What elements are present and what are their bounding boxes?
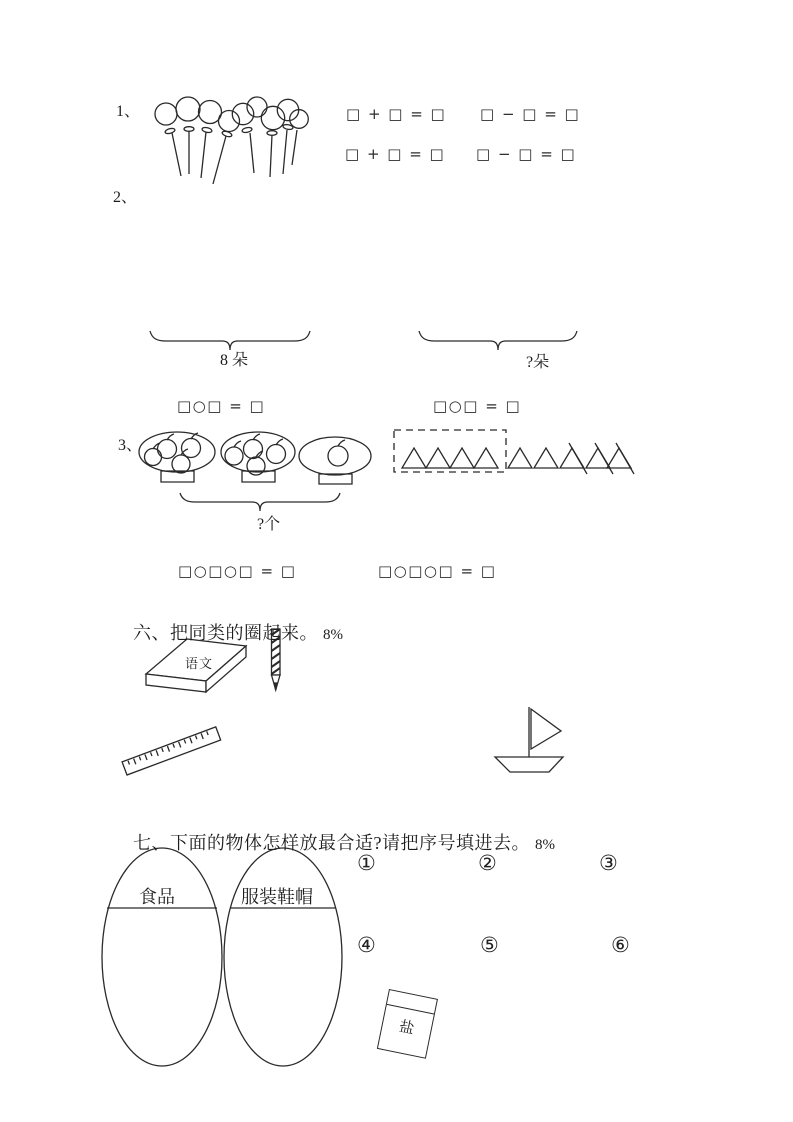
- problem3-number: 3、: [118, 437, 143, 454]
- ruler-illustration: [122, 727, 221, 775]
- underbrace-right: [419, 331, 577, 350]
- section6-heading-text: 六、把同类的圈起来。: [133, 622, 318, 643]
- section7-heading-text: 七、下面的物体怎样放最合适?请把序号填进去。: [133, 832, 530, 853]
- sailboat-illustration: [495, 707, 563, 772]
- problem3-equation-left: □○□○□ = □: [178, 562, 297, 580]
- problem3-equation-right: □○□○□ = □: [378, 562, 497, 580]
- category-oval-left: [102, 848, 222, 1066]
- balloons-right-illustration: [232, 97, 308, 177]
- underbrace-left: [150, 331, 310, 350]
- problem1-equation-sub-1: □ − □ = □: [480, 105, 581, 123]
- problem2-number: 2、: [113, 189, 138, 206]
- section6-score: 8%: [323, 626, 343, 643]
- salt-package-label: 盐: [397, 1018, 416, 1038]
- choice-number-3: ③: [599, 851, 618, 875]
- choice-number-4: ④: [357, 933, 376, 957]
- category-oval-right: [224, 848, 342, 1066]
- book-title-label: 语文: [185, 656, 214, 671]
- triangles-illustration: [394, 430, 634, 474]
- problem2-equation-left: □○□ = □: [177, 397, 266, 415]
- dashed-selection-box: [394, 430, 506, 472]
- choice-number-2: ②: [478, 851, 497, 875]
- problem1-equation-add-2: □ + □ = □: [345, 145, 446, 163]
- problem1-equation-add-1: □ + □ = □: [346, 105, 447, 123]
- section7-score: 8%: [535, 836, 555, 853]
- choice-number-6: ⑥: [611, 933, 630, 957]
- problem1-number: 1、: [116, 103, 141, 120]
- choice-number-5: ⑤: [480, 933, 499, 957]
- apple-plates-illustration: [139, 432, 371, 484]
- problem2-equation-right: □○□ = □: [433, 397, 522, 415]
- underbrace-apples: [180, 493, 340, 511]
- category-label-food: 食品: [139, 887, 175, 907]
- choice-number-1: ①: [357, 851, 376, 875]
- category-label-clothing: 服装鞋帽: [241, 887, 313, 907]
- balloons-left-illustration: [155, 97, 240, 184]
- section6-heading: [113, 602, 343, 665]
- problem2-left-count-label: 8 朵: [220, 352, 249, 369]
- problem3-count-label: ?个: [257, 516, 281, 533]
- problem2-right-count-label: ?朵: [526, 354, 550, 371]
- problem1-equation-sub-2: □ − □ = □: [476, 145, 577, 163]
